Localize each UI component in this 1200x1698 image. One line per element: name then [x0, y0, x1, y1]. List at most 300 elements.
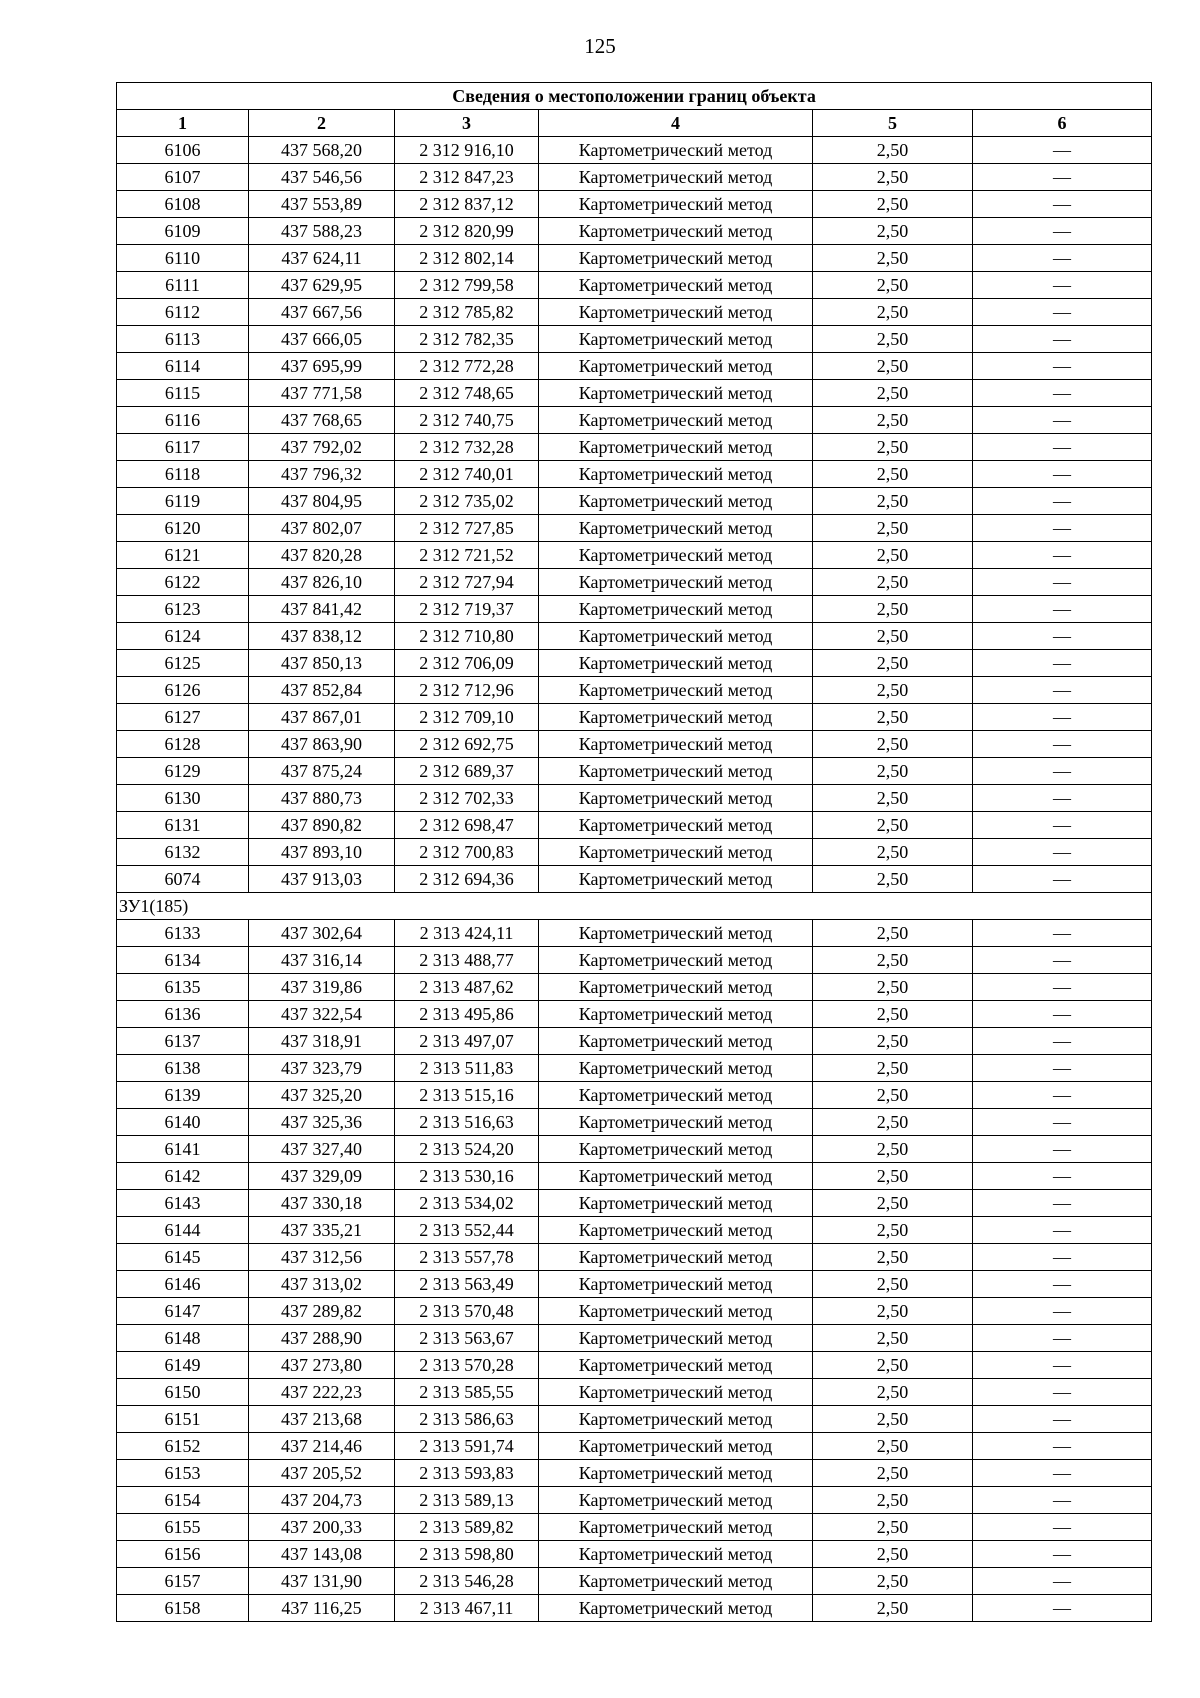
point-number-cell: 6138 [117, 1055, 249, 1082]
accuracy-cell: 2,50 [813, 1136, 973, 1163]
point-number-cell: 6141 [117, 1136, 249, 1163]
point-number-cell: 6140 [117, 1109, 249, 1136]
note-cell: — [973, 731, 1152, 758]
y-coordinate-cell: 2 313 589,82 [395, 1514, 539, 1541]
note-cell: — [973, 407, 1152, 434]
point-number-cell: 6107 [117, 164, 249, 191]
point-number-cell: 6114 [117, 353, 249, 380]
table-row [117, 488, 1152, 515]
note-cell: — [973, 866, 1152, 893]
note-cell: — [973, 947, 1152, 974]
table-row [117, 1001, 1152, 1028]
accuracy-cell: 2,50 [813, 515, 973, 542]
note-cell: — [973, 596, 1152, 623]
accuracy-cell: 2,50 [813, 1001, 973, 1028]
x-coordinate-cell: 437 325,36 [249, 1109, 395, 1136]
accuracy-cell: 2,50 [813, 1406, 973, 1433]
method-cell: Картометрический метод [539, 1028, 813, 1055]
method-cell: Картометрический метод [539, 1001, 813, 1028]
note-cell: — [973, 353, 1152, 380]
table-row [117, 1271, 1152, 1298]
y-coordinate-cell: 2 312 740,01 [395, 461, 539, 488]
x-coordinate-cell: 437 804,95 [249, 488, 395, 515]
method-cell: Картометрический метод [539, 1271, 813, 1298]
table-row [117, 1541, 1152, 1568]
table-row [117, 326, 1152, 353]
x-coordinate-cell: 437 913,03 [249, 866, 395, 893]
point-number-cell: 6142 [117, 1163, 249, 1190]
note-cell: — [973, 1460, 1152, 1487]
point-number-cell: 6127 [117, 704, 249, 731]
note-cell: — [973, 1271, 1152, 1298]
x-coordinate-cell: 437 322,54 [249, 1001, 395, 1028]
y-coordinate-cell: 2 313 593,83 [395, 1460, 539, 1487]
point-number-cell: 6130 [117, 785, 249, 812]
table-row [117, 1082, 1152, 1109]
method-cell: Картометрический метод [539, 974, 813, 1001]
table-row [117, 920, 1152, 947]
method-cell: Картометрический метод [539, 947, 813, 974]
point-number-cell: 6124 [117, 623, 249, 650]
accuracy-cell: 2,50 [813, 434, 973, 461]
table-row [117, 1109, 1152, 1136]
x-coordinate-cell: 437 204,73 [249, 1487, 395, 1514]
point-number-cell: 6123 [117, 596, 249, 623]
method-cell: Картометрический метод [539, 1568, 813, 1595]
y-coordinate-cell: 2 312 837,12 [395, 191, 539, 218]
x-coordinate-cell: 437 329,09 [249, 1163, 395, 1190]
x-coordinate-cell: 437 568,20 [249, 137, 395, 164]
y-coordinate-cell: 2 312 702,33 [395, 785, 539, 812]
method-cell: Картометрический метод [539, 1055, 813, 1082]
table-row [117, 1352, 1152, 1379]
accuracy-cell: 2,50 [813, 623, 973, 650]
accuracy-cell: 2,50 [813, 596, 973, 623]
column-number: 2 [249, 110, 395, 137]
accuracy-cell: 2,50 [813, 407, 973, 434]
table-row [117, 272, 1152, 299]
x-coordinate-cell: 437 867,01 [249, 704, 395, 731]
method-cell: Картометрический метод [539, 461, 813, 488]
accuracy-cell: 2,50 [813, 299, 973, 326]
method-cell: Картометрический метод [539, 704, 813, 731]
column-number: 5 [813, 110, 973, 137]
table-row [117, 569, 1152, 596]
point-number-cell: 6118 [117, 461, 249, 488]
group-label: ЗУ1(185) [117, 893, 1152, 920]
point-number-cell: 6149 [117, 1352, 249, 1379]
x-coordinate-cell: 437 312,56 [249, 1244, 395, 1271]
point-number-cell: 6156 [117, 1541, 249, 1568]
accuracy-cell: 2,50 [813, 191, 973, 218]
method-cell: Картометрический метод [539, 218, 813, 245]
x-coordinate-cell: 437 667,56 [249, 299, 395, 326]
point-number-cell: 6115 [117, 380, 249, 407]
x-coordinate-cell: 437 893,10 [249, 839, 395, 866]
method-cell: Картометрический метод [539, 1136, 813, 1163]
table-row [117, 542, 1152, 569]
note-cell: — [973, 1379, 1152, 1406]
table-caption-row [117, 83, 1152, 110]
method-cell: Картометрический метод [539, 596, 813, 623]
accuracy-cell: 2,50 [813, 380, 973, 407]
note-cell: — [973, 974, 1152, 1001]
point-number-cell: 6074 [117, 866, 249, 893]
method-cell: Картометрический метод [539, 1433, 813, 1460]
y-coordinate-cell: 2 313 552,44 [395, 1217, 539, 1244]
note-cell: — [973, 1433, 1152, 1460]
accuracy-cell: 2,50 [813, 704, 973, 731]
x-coordinate-cell: 437 302,64 [249, 920, 395, 947]
note-cell: — [973, 488, 1152, 515]
accuracy-cell: 2,50 [813, 650, 973, 677]
note-cell: — [973, 1487, 1152, 1514]
method-cell: Картометрический метод [539, 380, 813, 407]
point-number-cell: 6126 [117, 677, 249, 704]
column-numbers-row [117, 110, 1152, 137]
accuracy-cell: 2,50 [813, 1541, 973, 1568]
point-number-cell: 6128 [117, 731, 249, 758]
table-row [117, 1055, 1152, 1082]
method-cell: Картометрический метод [539, 1190, 813, 1217]
note-cell: — [973, 1298, 1152, 1325]
note-cell: — [973, 542, 1152, 569]
point-number-cell: 6132 [117, 839, 249, 866]
method-cell: Картометрический метод [539, 1379, 813, 1406]
point-number-cell: 6151 [117, 1406, 249, 1433]
y-coordinate-cell: 2 313 591,74 [395, 1433, 539, 1460]
y-coordinate-cell: 2 313 497,07 [395, 1028, 539, 1055]
y-coordinate-cell: 2 312 698,47 [395, 812, 539, 839]
note-cell: — [973, 164, 1152, 191]
y-coordinate-cell: 2 313 563,67 [395, 1325, 539, 1352]
x-coordinate-cell: 437 890,82 [249, 812, 395, 839]
method-cell: Картометрический метод [539, 1109, 813, 1136]
group-header-row [117, 893, 1152, 920]
table-row [117, 677, 1152, 704]
table-caption: Сведения о местоположении границ объекта [117, 83, 1152, 110]
table-row [117, 974, 1152, 1001]
accuracy-cell: 2,50 [813, 1082, 973, 1109]
boundary-coordinates-table [116, 82, 1152, 1622]
point-number-cell: 6125 [117, 650, 249, 677]
accuracy-cell: 2,50 [813, 1109, 973, 1136]
y-coordinate-cell: 2 313 488,77 [395, 947, 539, 974]
y-coordinate-cell: 2 313 487,62 [395, 974, 539, 1001]
method-cell: Картометрический метод [539, 1325, 813, 1352]
method-cell: Картометрический метод [539, 515, 813, 542]
x-coordinate-cell: 437 624,11 [249, 245, 395, 272]
point-number-cell: 6137 [117, 1028, 249, 1055]
note-cell: — [973, 1082, 1152, 1109]
table-row [117, 731, 1152, 758]
x-coordinate-cell: 437 792,02 [249, 434, 395, 461]
accuracy-cell: 2,50 [813, 1271, 973, 1298]
accuracy-cell: 2,50 [813, 1190, 973, 1217]
accuracy-cell: 2,50 [813, 1163, 973, 1190]
y-coordinate-cell: 2 312 802,14 [395, 245, 539, 272]
table-row [117, 1298, 1152, 1325]
point-number-cell: 6135 [117, 974, 249, 1001]
point-number-cell: 6148 [117, 1325, 249, 1352]
accuracy-cell: 2,50 [813, 164, 973, 191]
x-coordinate-cell: 437 553,89 [249, 191, 395, 218]
note-cell: — [973, 758, 1152, 785]
point-number-cell: 6116 [117, 407, 249, 434]
table-row [117, 1379, 1152, 1406]
y-coordinate-cell: 2 312 721,52 [395, 542, 539, 569]
x-coordinate-cell: 437 695,99 [249, 353, 395, 380]
note-cell: — [973, 137, 1152, 164]
accuracy-cell: 2,50 [813, 1460, 973, 1487]
table-row [117, 1325, 1152, 1352]
accuracy-cell: 2,50 [813, 1433, 973, 1460]
x-coordinate-cell: 437 316,14 [249, 947, 395, 974]
y-coordinate-cell: 2 312 706,09 [395, 650, 539, 677]
method-cell: Картометрический метод [539, 1298, 813, 1325]
point-number-cell: 6157 [117, 1568, 249, 1595]
point-number-cell: 6131 [117, 812, 249, 839]
table-row [117, 245, 1152, 272]
x-coordinate-cell: 437 116,25 [249, 1595, 395, 1622]
note-cell: — [973, 1568, 1152, 1595]
y-coordinate-cell: 2 312 782,35 [395, 326, 539, 353]
table-row [117, 461, 1152, 488]
y-coordinate-cell: 2 313 511,83 [395, 1055, 539, 1082]
x-coordinate-cell: 437 327,40 [249, 1136, 395, 1163]
point-number-cell: 6120 [117, 515, 249, 542]
note-cell: — [973, 1163, 1152, 1190]
x-coordinate-cell: 437 222,23 [249, 1379, 395, 1406]
note-cell: — [973, 1190, 1152, 1217]
x-coordinate-cell: 437 826,10 [249, 569, 395, 596]
accuracy-cell: 2,50 [813, 1487, 973, 1514]
y-coordinate-cell: 2 313 515,16 [395, 1082, 539, 1109]
x-coordinate-cell: 437 319,86 [249, 974, 395, 1001]
note-cell: — [973, 839, 1152, 866]
point-number-cell: 6146 [117, 1271, 249, 1298]
x-coordinate-cell: 437 820,28 [249, 542, 395, 569]
accuracy-cell: 2,50 [813, 1595, 973, 1622]
method-cell: Картометрический метод [539, 623, 813, 650]
x-coordinate-cell: 437 273,80 [249, 1352, 395, 1379]
method-cell: Картометрический метод [539, 1514, 813, 1541]
table-row [117, 1568, 1152, 1595]
note-cell: — [973, 785, 1152, 812]
y-coordinate-cell: 2 312 748,65 [395, 380, 539, 407]
point-number-cell: 6111 [117, 272, 249, 299]
x-coordinate-cell: 437 335,21 [249, 1217, 395, 1244]
x-coordinate-cell: 437 205,52 [249, 1460, 395, 1487]
accuracy-cell: 2,50 [813, 461, 973, 488]
method-cell: Картометрический метод [539, 1244, 813, 1271]
point-number-cell: 6154 [117, 1487, 249, 1514]
y-coordinate-cell: 2 313 467,11 [395, 1595, 539, 1622]
table-row [117, 596, 1152, 623]
table-row [117, 137, 1152, 164]
y-coordinate-cell: 2 313 585,55 [395, 1379, 539, 1406]
point-number-cell: 6133 [117, 920, 249, 947]
table-row [117, 1487, 1152, 1514]
x-coordinate-cell: 437 200,33 [249, 1514, 395, 1541]
method-cell: Картометрический метод [539, 731, 813, 758]
table-row [117, 407, 1152, 434]
accuracy-cell: 2,50 [813, 1568, 973, 1595]
y-coordinate-cell: 2 313 530,16 [395, 1163, 539, 1190]
point-number-cell: 6117 [117, 434, 249, 461]
y-coordinate-cell: 2 312 732,28 [395, 434, 539, 461]
y-coordinate-cell: 2 313 586,63 [395, 1406, 539, 1433]
table-row [117, 866, 1152, 893]
accuracy-cell: 2,50 [813, 920, 973, 947]
table-row [117, 515, 1152, 542]
method-cell: Картометрический метод [539, 1352, 813, 1379]
column-number: 6 [973, 110, 1152, 137]
method-cell: Картометрический метод [539, 785, 813, 812]
note-cell: — [973, 1109, 1152, 1136]
accuracy-cell: 2,50 [813, 1244, 973, 1271]
table-row [117, 218, 1152, 245]
accuracy-cell: 2,50 [813, 1298, 973, 1325]
table-row [117, 839, 1152, 866]
y-coordinate-cell: 2 312 694,36 [395, 866, 539, 893]
method-cell: Картометрический метод [539, 1406, 813, 1433]
x-coordinate-cell: 437 768,65 [249, 407, 395, 434]
note-cell: — [973, 326, 1152, 353]
y-coordinate-cell: 2 312 710,80 [395, 623, 539, 650]
method-cell: Картометрический метод [539, 812, 813, 839]
y-coordinate-cell: 2 313 557,78 [395, 1244, 539, 1271]
note-cell: — [973, 1055, 1152, 1082]
x-coordinate-cell: 437 213,68 [249, 1406, 395, 1433]
accuracy-cell: 2,50 [813, 1028, 973, 1055]
table-row [117, 353, 1152, 380]
x-coordinate-cell: 437 288,90 [249, 1325, 395, 1352]
y-coordinate-cell: 2 312 735,02 [395, 488, 539, 515]
accuracy-cell: 2,50 [813, 353, 973, 380]
accuracy-cell: 2,50 [813, 1217, 973, 1244]
note-cell: — [973, 1244, 1152, 1271]
x-coordinate-cell: 437 850,13 [249, 650, 395, 677]
table-row [117, 380, 1152, 407]
table-row [117, 1136, 1152, 1163]
table-row [117, 1244, 1152, 1271]
method-cell: Картометрический метод [539, 488, 813, 515]
point-number-cell: 6150 [117, 1379, 249, 1406]
y-coordinate-cell: 2 313 598,80 [395, 1541, 539, 1568]
y-coordinate-cell: 2 313 570,48 [395, 1298, 539, 1325]
y-coordinate-cell: 2 312 719,37 [395, 596, 539, 623]
y-coordinate-cell: 2 312 740,75 [395, 407, 539, 434]
note-cell: — [973, 650, 1152, 677]
x-coordinate-cell: 437 143,08 [249, 1541, 395, 1568]
table-row [117, 1217, 1152, 1244]
y-coordinate-cell: 2 313 563,49 [395, 1271, 539, 1298]
table-row [117, 1163, 1152, 1190]
note-cell: — [973, 461, 1152, 488]
note-cell: — [973, 569, 1152, 596]
note-cell: — [973, 272, 1152, 299]
method-cell: Картометрический метод [539, 245, 813, 272]
point-number-cell: 6155 [117, 1514, 249, 1541]
x-coordinate-cell: 437 588,23 [249, 218, 395, 245]
x-coordinate-cell: 437 771,58 [249, 380, 395, 407]
note-cell: — [973, 1217, 1152, 1244]
column-number: 1 [117, 110, 249, 137]
y-coordinate-cell: 2 312 727,94 [395, 569, 539, 596]
y-coordinate-cell: 2 312 785,82 [395, 299, 539, 326]
y-coordinate-cell: 2 312 772,28 [395, 353, 539, 380]
table-row [117, 164, 1152, 191]
accuracy-cell: 2,50 [813, 947, 973, 974]
x-coordinate-cell: 437 852,84 [249, 677, 395, 704]
accuracy-cell: 2,50 [813, 731, 973, 758]
accuracy-cell: 2,50 [813, 1055, 973, 1082]
point-number-cell: 6109 [117, 218, 249, 245]
note-cell: — [973, 704, 1152, 731]
table-row [117, 1028, 1152, 1055]
y-coordinate-cell: 2 312 727,85 [395, 515, 539, 542]
method-cell: Картометрический метод [539, 353, 813, 380]
y-coordinate-cell: 2 312 847,23 [395, 164, 539, 191]
accuracy-cell: 2,50 [813, 218, 973, 245]
x-coordinate-cell: 437 875,24 [249, 758, 395, 785]
note-cell: — [973, 812, 1152, 839]
method-cell: Картометрический метод [539, 569, 813, 596]
x-coordinate-cell: 437 629,95 [249, 272, 395, 299]
method-cell: Картометрический метод [539, 1595, 813, 1622]
y-coordinate-cell: 2 313 524,20 [395, 1136, 539, 1163]
method-cell: Картометрический метод [539, 920, 813, 947]
point-number-cell: 6147 [117, 1298, 249, 1325]
note-cell: — [973, 920, 1152, 947]
y-coordinate-cell: 2 312 712,96 [395, 677, 539, 704]
y-coordinate-cell: 2 313 495,86 [395, 1001, 539, 1028]
point-number-cell: 6112 [117, 299, 249, 326]
point-number-cell: 6119 [117, 488, 249, 515]
table-row [117, 650, 1152, 677]
x-coordinate-cell: 437 863,90 [249, 731, 395, 758]
point-number-cell: 6143 [117, 1190, 249, 1217]
y-coordinate-cell: 2 312 709,10 [395, 704, 539, 731]
table-body [117, 83, 1152, 1622]
y-coordinate-cell: 2 312 799,58 [395, 272, 539, 299]
point-number-cell: 6134 [117, 947, 249, 974]
note-cell: — [973, 1325, 1152, 1352]
point-number-cell: 6144 [117, 1217, 249, 1244]
table-row [117, 1406, 1152, 1433]
table-row [117, 1595, 1152, 1622]
x-coordinate-cell: 437 318,91 [249, 1028, 395, 1055]
x-coordinate-cell: 437 131,90 [249, 1568, 395, 1595]
y-coordinate-cell: 2 312 692,75 [395, 731, 539, 758]
y-coordinate-cell: 2 313 589,13 [395, 1487, 539, 1514]
method-cell: Картометрический метод [539, 677, 813, 704]
note-cell: — [973, 677, 1152, 704]
method-cell: Картометрический метод [539, 137, 813, 164]
method-cell: Картометрический метод [539, 866, 813, 893]
x-coordinate-cell: 437 802,07 [249, 515, 395, 542]
method-cell: Картометрический метод [539, 650, 813, 677]
point-number-cell: 6129 [117, 758, 249, 785]
accuracy-cell: 2,50 [813, 1514, 973, 1541]
note-cell: — [973, 1541, 1152, 1568]
point-number-cell: 6139 [117, 1082, 249, 1109]
y-coordinate-cell: 2 312 689,37 [395, 758, 539, 785]
accuracy-cell: 2,50 [813, 974, 973, 1001]
accuracy-cell: 2,50 [813, 137, 973, 164]
accuracy-cell: 2,50 [813, 1379, 973, 1406]
